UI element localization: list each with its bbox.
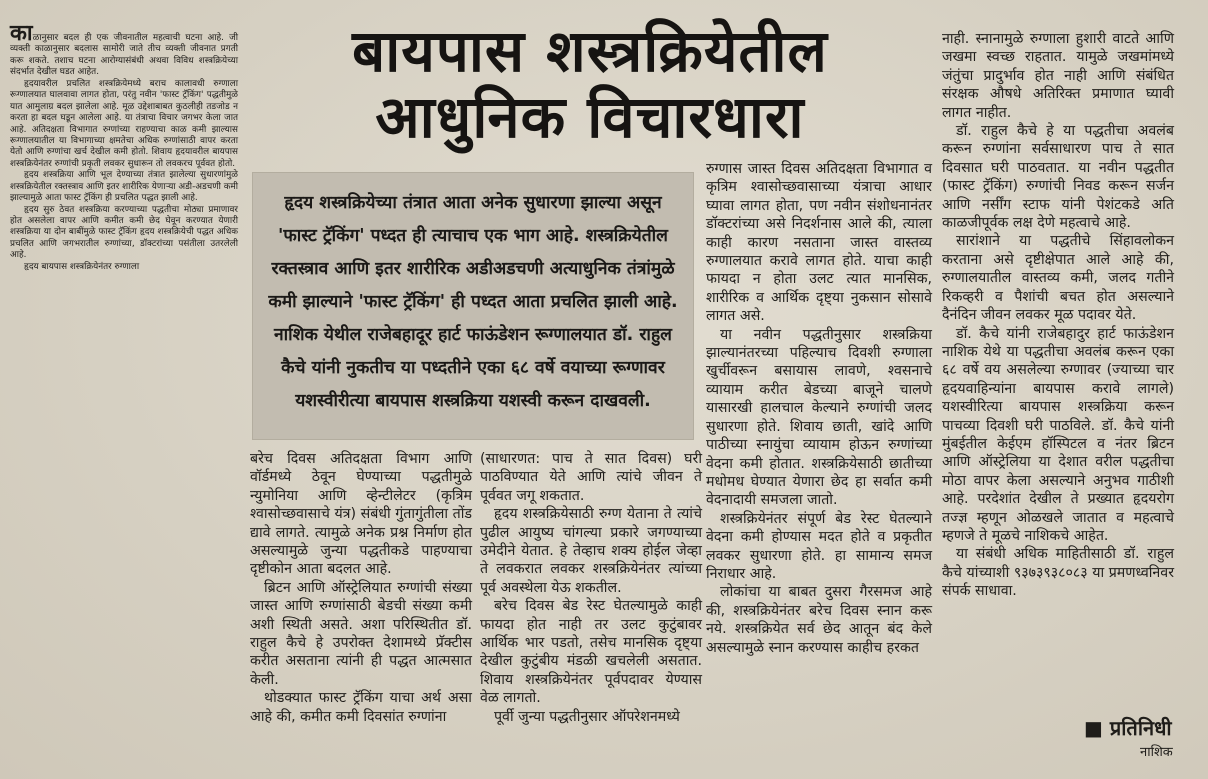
square-bullet-icon: ■	[1084, 716, 1103, 740]
intro-box	[252, 172, 694, 440]
column-2	[250, 450, 472, 726]
paragraph: हृदय बायपास शस्त्रक्रियेनंतर रुग्णाला	[24, 261, 140, 272]
paragraph: काळानुसार बदल ही एक जीवनातील महत्वाची घटना आहे. जी व्यक्ती काळानुसार बदलास सामोरी जाते तीच व्यक्ती जीवनात प्रगती करू शकते. तशाच घटना आरोग्यासंबंधी अथवा विविध शस्त्रक्रियेच्या संदर्भात देखील घडत आहेत.	[10, 21, 238, 78]
headline	[255, 18, 925, 150]
intro-text: हृदय शस्त्रक्रियेच्या तंत्रात आता अनेक सुधारणा झाल्या असून 'फास्ट ट्रॅकिंग' पध्दत ही त्याचाच एक भाग आहे. शस्त्रक्रियेतील रक्तस्त्राव आणि इतर शारीरिक अडीअडचणी अत्याधुनिक तंत्रांमुळे कमी झाल्याने 'फास्ट ट्रॅकिंग' ही पध्दत आता प्रचलित झाली आहे. नाशिक येथील राजेबहादूर हार्ट फाऊंडेशन रूग्णालयात डॉ. राहुल कैचे यांनी नुकतीच या पध्दतीने एका ६८ वर्षे वयाच्या रूग्णावर यशस्वीरीत्या बायपास शस्त्रक्रिया यशस्वी करून दाखवली.	[268, 193, 678, 411]
paragraph: सारांशाने या पद्धतीचे सिंहावलोकन करताना असे दृष्टीक्षेपात आले आहे की, रुग्णालयातील वास्तव्य कमी, जलद गतीने रिकव्हरी व पैशांची बचत होत असल्याने दैनंदिन जीवन लवकर मूळ पदावर येते.	[942, 233, 1174, 324]
paragraph: हृदय शस्त्रक्रियेसाठी रुग्ण येताना ते त्यांचे पुढील आयुष्य चांगल्या प्रकारे जगण्याच्या उमेदीने येतात. हे तेव्हाच शक्य होईल जेव्हा ते लवकरात लवकर शस्त्रक्रियेनंतर त्यांच्या पूर्व अवस्थेला येऊ शकतील.	[480, 506, 702, 596]
byline-name: प्रतिनिधी	[1109, 716, 1172, 740]
paragraph: थोडक्यात फास्ट ट्रॅकिंग याचा अर्थ असा आहे की, कमीत कमी दिवसांत रुग्णांना	[250, 690, 472, 725]
paragraph: या संबंधी अधिक माहितीसाठी डॉ. राहुल कैचे यांच्याशी ९३७३९३८०८३ या प्रमणध्वनिवर संपर्क साधावा.	[942, 546, 1174, 600]
paragraph: नाही. स्नानामुळे रुग्णाला हुशारी वाटते आणि जखमा स्वच्छ राहतात. यामुळे जखमांमध्ये जंतुंचा प्रादुर्भाव होत नाही आणि संबंधित संरक्षक औषधे अतिरिक्त प्रमाणात घ्यावी लागत नाहीत.	[942, 31, 1174, 121]
column-1	[10, 21, 238, 778]
paragraph: हृदय सुरु ठेवत शस्त्रक्रिया करण्याच्या पद्धतीचा मोठ्या प्रमाणावर होत असलेला वापर आणि कमीत कमी छेद घेवून करण्यात येणारी शस्त्रक्रिया या दोन बाबींमुळे फास्ट ट्रॅकिंग हृदय शस्त्रक्रियेची पद्धत अधिक प्रचलित आणि जगभरातील रुग्णांच्या, डॉक्टरांच्या पसंतीला उतरलेली आहे.	[10, 204, 238, 261]
paragraph: हृदय शस्त्रक्रिया आणि भूल देण्याच्या तंत्रात झालेल्या सुधारणांमुळे शस्त्रक्रियेतील रक्तस्त्राव आणि इतर शारीरिक येणाऱ्या अडी-अडचणी कमी झाल्यामुळे आता फास्ट ट्रॅकिंग ही प्रचलित पद्धत झाली आहे.	[10, 170, 238, 204]
paragraph: डॉ. राहुल कैचे हे या पद्धतीचा अवलंब करून रुग्णांना सर्वसाधारण पाच ते सात दिवसात घरी पाठवतात. या नवीन पद्धतीत (फास्ट ट्रॅकिंग) रुग्णांची निवड करून सर्जन आणि नर्सींग स्टाफ यांनी पेशंटकडे अति काळजीपूर्वक लक्ष देणे महत्वाचे आहे.	[942, 123, 1174, 232]
paragraph: हृदयावरील प्रचलित शस्त्रक्रियेमध्ये बराच कालावधी रुग्णाला रूग्णालयात घालवावा लागत होता, परंतु नवीन 'फास्ट ट्रॅकिंग' पद्धतीमुळे यात आमुलाग्र बदल झालेला आहे. मूळ उद्देशाबाबत कुठलीही तडजोड न करता हा बदल घडून आलेला आहे. या तंत्राचा विचार जगभर केला जात आहे. अतिदक्षता विभागात रुग्णांच्या राहण्याचा काळ कमी झाल्यास रूग्णालयातील या विभागाच्या क्षमतेचा अधिक रुग्णांसाठी वापर करता येतो आणि रुग्णांचा खर्च देखील कमी होतो. शिवाय हृदयावरील बायपास शस्त्रक्रियेनंतर रुग्णांची प्रकृती लवकर सुधारून तो लवकरच पूर्ववत होतो.	[10, 78, 238, 169]
byline-city: नाशिक	[1140, 745, 1173, 760]
paragraph: या नवीन पद्धतीनुसार शस्त्रक्रिया झाल्यानंतरच्या पहिल्याच दिवशी रुग्णाला खुर्चीवरून बसायास लावणे, श्वसनाचे व्यायाम करीत बेडच्या बाजूने चालणे यासारखी हालचाल केल्याने रुग्णांची जलद सुधारणा होते. शिवाय छाती, खांदे आणि पाठीच्या स्नायुंचा व्यायाम होऊन रुग्णांच्या वेदना कमी होतात. शस्त्रक्रियेसाठी छातीच्या मधोमध घेण्यात येणारा छेद हा सर्वात कमी वेदनादायी समजला जातो.	[706, 326, 932, 509]
column-5	[942, 30, 1174, 601]
column-4	[706, 160, 932, 657]
paragraph: डॉ. कैचे यांनी राजेबहादुर हार्ट फाऊंडेशन नाशिक येथे या पद्धतीचा अवलंब करून एका ६८ वर्षे वय असलेल्या रुग्णावर (ज्याच्या चार हृदयवाहिन्यांना बायपास करावे लागले) यशस्वीरित्या बायपास शस्त्रक्रिया करून पाचव्या दिवशी घरी पाठविले. डॉ. कैचे यांनी मुंबईतील केईएम हॉस्पिटल व नंतर ब्रिटन आणि ऑस्ट्रेलिया या देशात वरील पद्धतीचा मोठा वापर केला असल्याने अनुभव गाठीशी आहे. परदेशांत देखील ते प्रख्यात हृदयरोग तज्ज्ञ म्हणून ओळखले जातात व महत्वाचे म्हणजे ते मूळचे नाशिकचे आहेत.	[942, 325, 1174, 544]
byline	[1084, 714, 1172, 741]
paragraph: बरेच दिवस अतिदक्षता विभाग आणि वॉर्डमध्ये ठेवून घेण्याच्या पद्धतीमुळे न्युमोनिया आणि व्हेन्टीलेटर (कृत्रिम श्वासोच्छवासाचे यंत्र) संबंधी गुंतागुंतीला तोंड द्यावे लागते. त्यामुळे अनेक प्रश्न निर्माण होत असल्यामुळे जुन्या पद्धतीकडे पाहण्याचा दृष्टीकोन आता बदलत आहे.	[250, 451, 472, 578]
paragraph: शस्त्रक्रियेनंतर संपूर्ण बेड रेस्ट घेतल्याने वेदना कमी होण्यास मदत होते व प्रकृतीत लवकर सुधारणा होते. हा सामान्य समज निराधार आहे.	[706, 510, 932, 582]
paragraph: बरेच दिवस बेड रेस्ट घेतल्यामुळे काही फायदा होत नाही तर उलट कुटुंबावर आर्थिक भार पडतो, तसेच मानसिक दृष्ट्या देखील कुटुंबीय मंडळी खचलेली असतात. शिवाय शस्त्रक्रियेनंतर पूर्वपदावर येण्यास वेळ लागतो.	[480, 598, 702, 707]
headline-line-2: आधुनिक विचारधारा	[375, 83, 805, 151]
drop-cap: का	[10, 21, 33, 46]
paragraph: रुग्णास जास्त दिवस अतिदक्षता विभागात व कृत्रिम श्वासोच्छवासाच्या यंत्राचा आधार घ्यावा लागत होता, पण नवीन संशोधनानंतर डॉक्टरांच्या असे निदर्शनास आले की, त्याला काही कारण नसताना जास्त वास्तव्य रुग्णालयात करावे लागत होते. याचा काही फायदा न होता उलट त्यात मानसिक, शारीरिक व आर्थिक दृष्ट्या नुकसान सोसावे लागत असे.	[706, 161, 932, 325]
paragraph: लोकांचा या बाबत दुसरा गैरसमज आहे की, शस्त्रक्रियेनंतर बरेच दिवस स्नान करू नये. शस्त्रक्रियेत सर्व छेद आतून बंद केले असल्यामुळे स्नान करण्यास काहीच हरकत	[706, 584, 932, 656]
paragraph: ब्रिटन आणि ऑस्ट्रेलियात रुग्णांची संख्या जास्त आणि रुग्णांसाठी बेडची संख्या कमी अशी स्थिती असते. अशा परिस्थितीत डॉ. राहुल कैचे हे उपरोक्त देशामध्ये प्रॅक्टीस करीत असताना त्यांनी ही पद्धत आत्मसात केली.	[250, 579, 472, 688]
paragraph: (साधारणत: पाच ते सात दिवस) घरी पाठविण्यात येते आणि त्यांचे जीवन ते पूर्ववत जगू शकतात.	[480, 451, 702, 504]
headline-line-1: बायपास शस्त्रक्रियेतील	[352, 17, 828, 85]
paragraph: पूर्वी जुन्या पद्धतीनुसार ऑपरेशनमध्ये	[494, 708, 680, 725]
column-3	[480, 450, 702, 726]
